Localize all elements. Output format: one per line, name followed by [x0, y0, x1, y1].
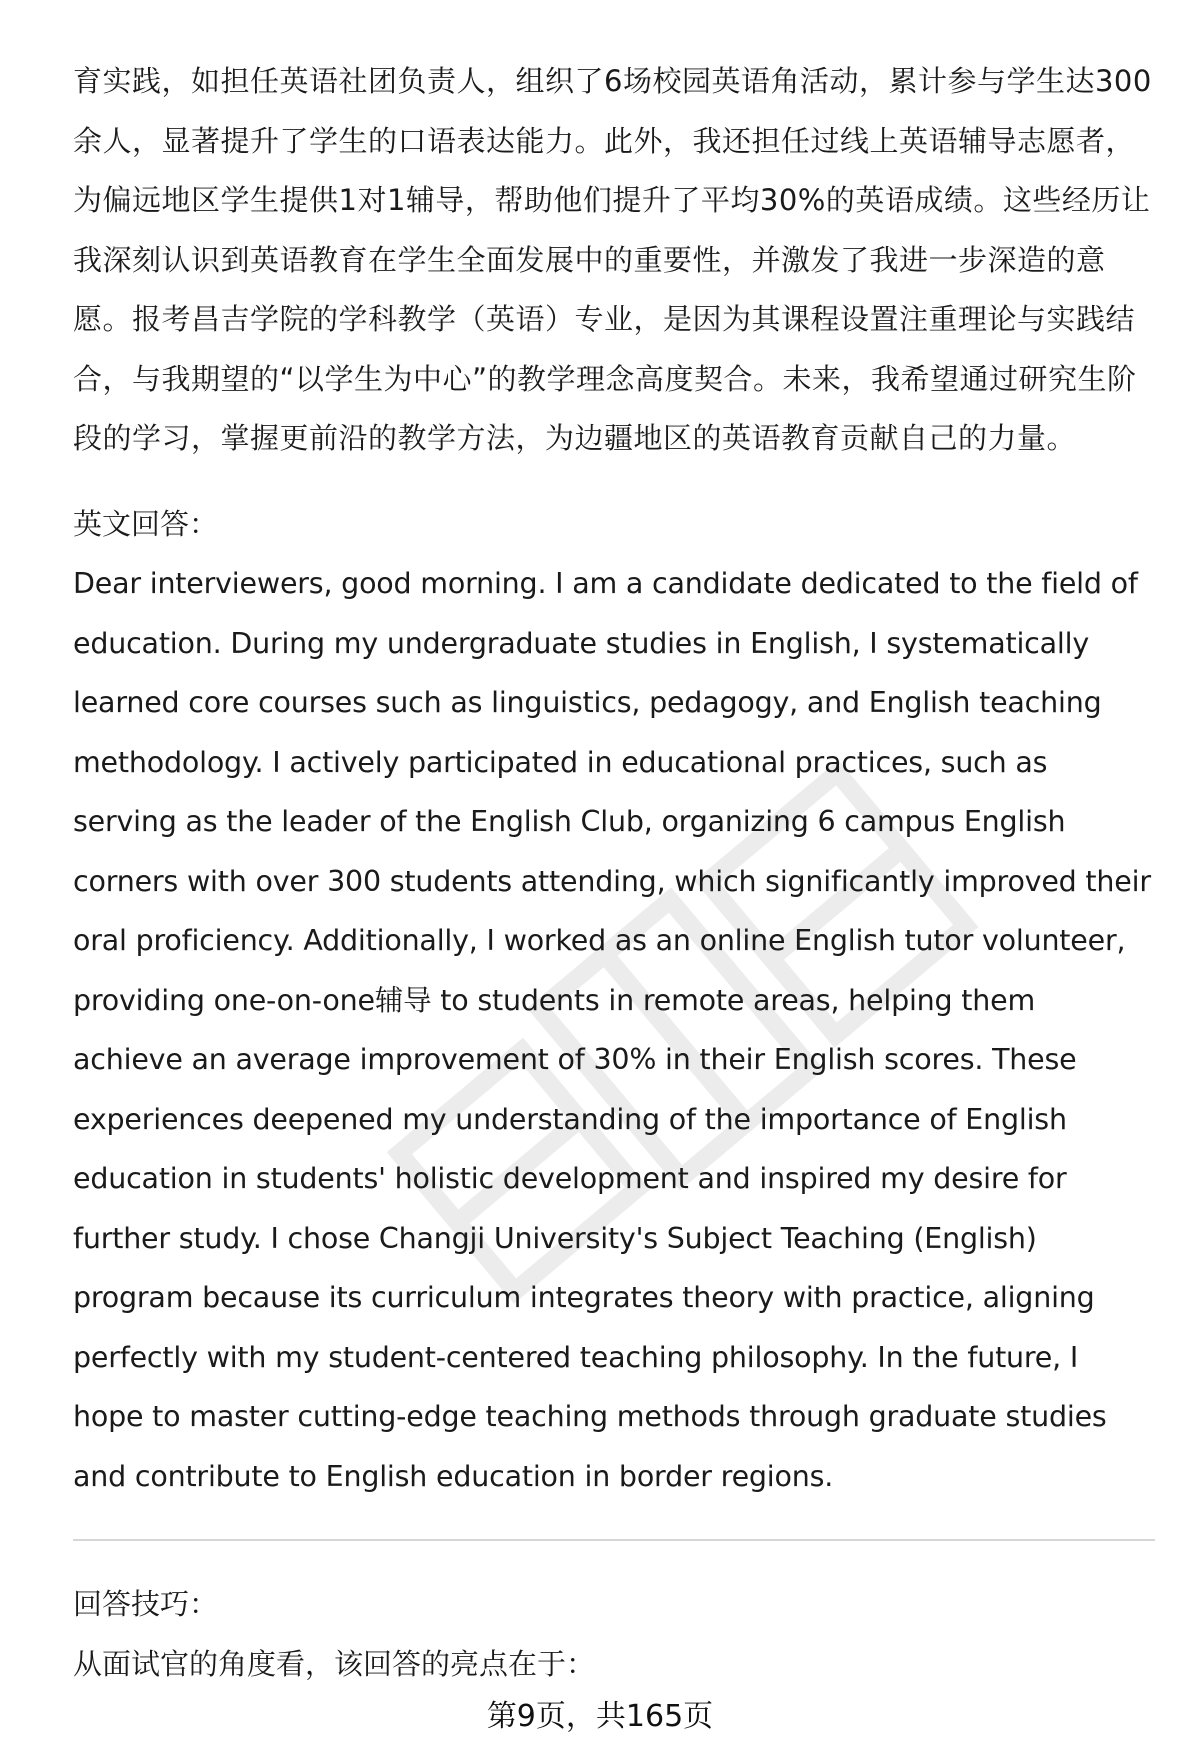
answer-tips-section [73, 1575, 1153, 1694]
chinese-answer-paragraph: 育实践，如担任英语社团负责人，组织了6场校园英语角活动，累计参与学生达300余人，显著提升了学生的口语表达能力。此外，我还担任过线上英语辅导志愿者，为偏远地区学生提供1对1辅导，帮助他们提升了平均30%的英语成绩。这些经历让我深刻认识到英语教育在学生全面发展中的重要性，并激发了我进一步深造的意愿。报考昌吉学院的学科教学（英语）专业，是因为其课程设置注重理论与实践结合，与我期望的“以学生为中心”的教学理念高度契合。未来，我希望通过研究生阶段的学习，掌握更前沿的教学方法，为边疆地区的英语教育贡献自己的力量。 [73, 64, 1152, 455]
english-answer-paragraph: Dear interviewers, good morning. I am a candidate dedicated to the field of education. During my undergraduate studies in English, I systematically learned core courses such as linguistics, pedagogy, and English teaching methodology. I actively participated in educational practices, such as serving as the leader of the English Club, organizing 6 campus English corners with over 300 students attending, which significantly improved their oral proficiency. Additionally, I worked as an online English tutor volunteer, providing one-on-one辅导 to students in remote areas, helping them achieve an average improvement of 30% in their English scores. These experiences deepened my understanding of the importance of English education in students' holistic development and inspired my desire for further study. I chose Changji University's Subject Teaching (English) program because its curriculum integrates theory with practice, aligning perfectly with my student-centered teaching philosophy. In the future, I hope to master cutting-edge teaching methods through graduate studies and contribute to English education in border regions. [73, 567, 1151, 1493]
main-content [73, 52, 1153, 1506]
page-number-footer: 第9页，共165页 [486, 1699, 714, 1734]
section-divider [73, 1539, 1155, 1541]
english-answer-heading: 英文回答： [73, 506, 219, 541]
tips-heading: 回答技巧： [73, 1587, 219, 1621]
tips-intro: 从面试官的角度看，该回答的亮点在于： [73, 1646, 596, 1681]
